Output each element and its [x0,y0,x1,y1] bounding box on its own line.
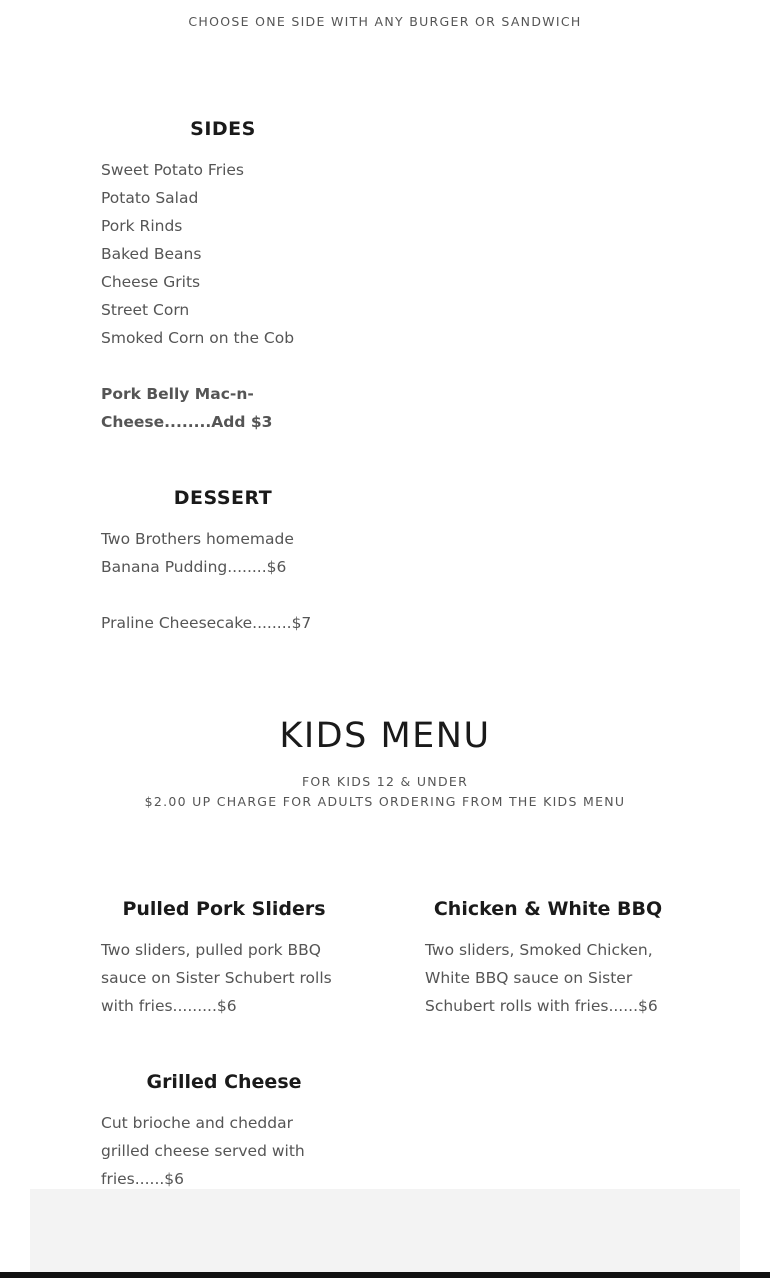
desc-line: Two sliders, pulled pork BBQ [101,941,321,959]
list-item: Sweet Potato Fries [101,161,245,179]
desc-line: grilled cheese served with [101,1142,305,1160]
dessert-praline-cheesecake: Praline Cheesecake........$7 [101,614,312,632]
kids-menu-adult-upcharge: $2.00 UP CHARGE FOR ADULTS ORDERING FROM THE KIDS MENU [144,794,626,809]
list-item: Smoked Corn on the Cob [101,329,295,347]
footer-band [30,1189,740,1272]
desc-line: Cut brioche and cheddar [101,1114,293,1132]
side-choice-note: CHOOSE ONE SIDE WITH ANY BURGER OR SANDWICH [188,14,582,29]
kid-item-title: Pulled Pork Sliders [122,898,326,920]
desc-line: with fries.........$6 [101,997,237,1015]
list-item: Cheese Grits [101,273,201,291]
kids-menu-age-note: FOR KIDS 12 & UNDER [301,774,469,789]
dessert-heading: DESSERT [173,487,273,509]
desc-line: fries......$6 [101,1170,185,1188]
list-item: Pork Rinds [101,217,183,235]
list-item: Street Corn [101,301,190,319]
sides-heading: SIDES [190,118,256,140]
upcharge-line: Pork Belly Mac-n- [101,385,254,403]
kid-item-desc [425,936,675,1020]
upcharge-line: Cheese........Add $3 [101,413,273,431]
dessert-line: Banana Pudding........$6 [101,558,287,576]
list-item: Potato Salad [101,189,199,207]
kid-item-desc [101,1109,351,1193]
bottom-bar [0,1272,770,1278]
sides-list [101,156,294,352]
desc-line: White BBQ sauce on Sister [425,969,633,987]
kids-menu-title: KIDS MENU [279,716,491,756]
desc-line: Schubert rolls with fries......$6 [425,997,658,1015]
desc-line: sauce on Sister Schubert rolls [101,969,332,987]
list-item: Baked Beans [101,245,202,263]
kid-item-title: Chicken & White BBQ [433,898,663,920]
kid-item-title: Grilled Cheese [146,1071,302,1093]
mac-n-cheese-upcharge [101,380,272,436]
kid-item-desc [101,936,351,1020]
desc-line: Two sliders, Smoked Chicken, [425,941,653,959]
dessert-line: Two Brothers homemade [101,530,294,548]
dessert-banana-pudding [101,525,294,581]
